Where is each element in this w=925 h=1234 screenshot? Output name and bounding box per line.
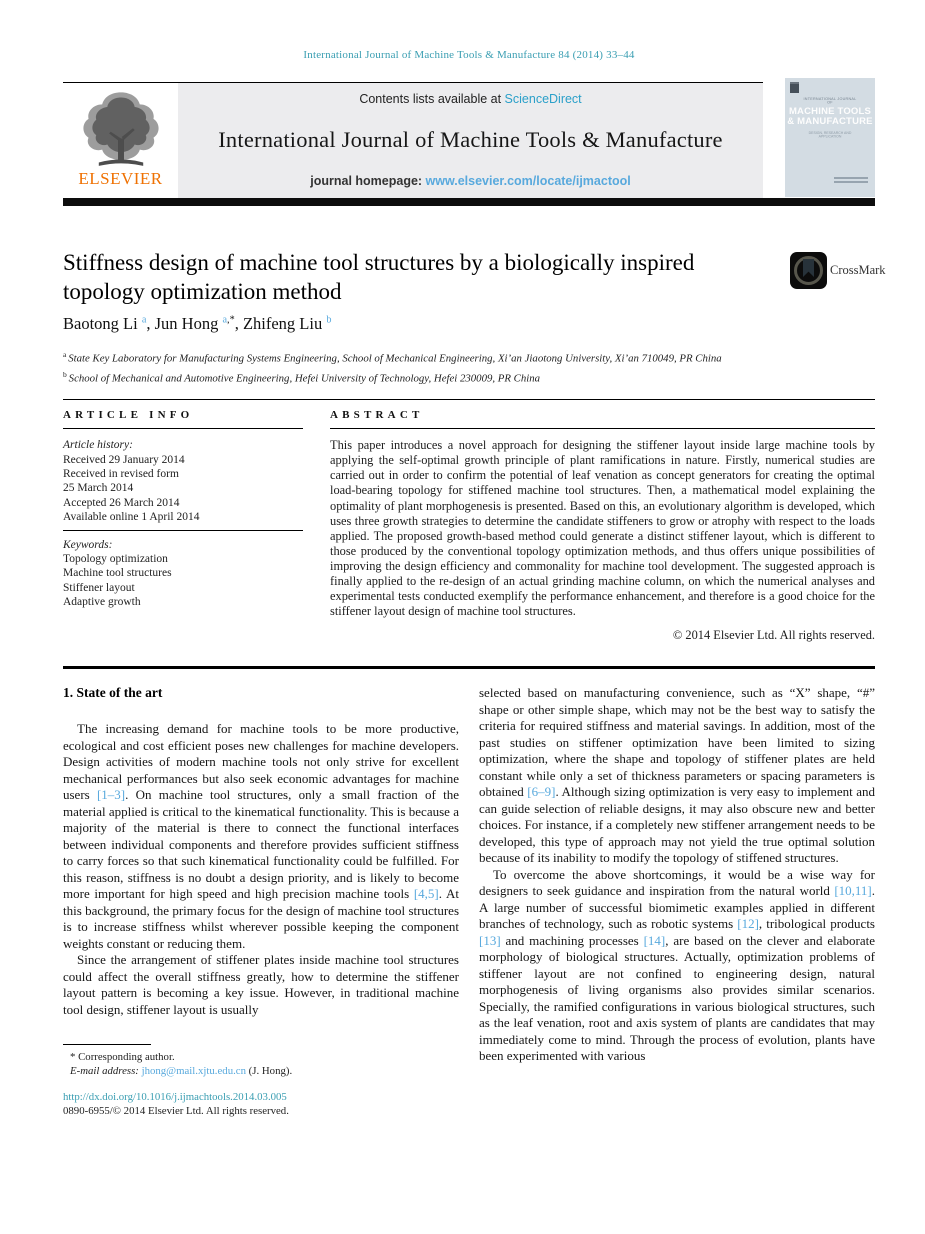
inline-link[interactable]: [1–3] xyxy=(96,787,126,802)
keywords-rule xyxy=(63,530,303,531)
text-segment: . On machine tool structures, only a small fraction of the material applied is critical to the kinematical functionality. This is because a majority of the material is there to connect the functional interfaces between individual components and therefore provides sufficient stiffness to carry forces so that such kinematical functionality could be fulfilled. For this reason, stiffness is no doubt a design priority, and is likely to become more important for high speed and high precision machine tools xyxy=(63,787,459,901)
heading-rule xyxy=(330,428,875,429)
abstract-copyright: © 2014 Elsevier Ltd. All rights reserved. xyxy=(672,628,875,643)
footnote-block xyxy=(63,1044,459,1119)
inline-link[interactable]: a xyxy=(141,314,147,326)
footnote-rule xyxy=(63,1044,151,1045)
cover-title-line2: & MANUFACTURE xyxy=(787,116,873,128)
sciencedirect-link[interactable]: ScienceDirect xyxy=(504,92,582,106)
affiliation-a xyxy=(63,347,722,367)
journal-homepage-link[interactable]: www.elsevier.com/locate/ijmactool xyxy=(425,174,631,188)
inline-link[interactable]: [14] xyxy=(643,932,666,948)
abstract-column xyxy=(330,409,875,643)
masthead-center xyxy=(178,83,763,198)
contents-prefix: Contents lists available at xyxy=(359,92,505,106)
inline-link[interactable]: a xyxy=(222,314,228,326)
crossmark-label: CrossMark xyxy=(830,263,886,277)
abstract-text: This paper introduces a novel approach for designing the stiffener layout inside large machine tools by applying the self-optimal growth principle of plant ramifications in nature. Firstly, numerical studies are carried out in order to confirm the potential of leaf venation as concept generators for creating the optimal load-bearing topology for stiffened machine tool structures. Then, a mathematical model explaining the optimality of plant morphogenesis is presented. Based on this, an evolutionary algorithm is developed, which uses three growth strategies to determine the candidate stiffeners to grow or atrophy with respect to the loads applied. The proposed growth-based method could generate a distinct stiffener layout, which is different to those produced by the conventional topology optimization methods, and thus offers unique possibilities of improving the design efficiency and commonality for machine tool development. The suggested approach is finally applied to the re-design of an actual grinding machine column, on which the numerical analyses and experimental tests conducted exemplify the performance enhancement, and therefore is a good choice for the stiffener layout design of machine tool structures. xyxy=(330,438,875,619)
crossmark-icon xyxy=(790,252,827,289)
crossmark-badge[interactable] xyxy=(790,252,886,289)
inline-link[interactable]: b xyxy=(326,314,332,326)
masthead-row xyxy=(63,82,875,198)
inline-link[interactable]: [13] xyxy=(479,932,501,948)
contents-line xyxy=(359,92,581,106)
text-segment: , Jun Hong xyxy=(146,314,223,333)
text-segment: selected based on manufacturing convenience, such as “X” shape, “#” shape or other simple shape, which may not be the best way to satisfy the criteria for required stiffness and material savings. In addition, most of the past studies on stiffener optimization have been limited to sizing optimization, where the shape and topology of stiffener plates are held constant while only a set of thickness parameters or spacing parameters is obtained xyxy=(479,685,875,799)
text-segment: Since the arrangement of stiffener plates inside machine tool structures could affect the overall stiffness greatly, how to determine the stiffener layout pattern is becoming a key issue. However, in traditional machine tool design, stiffener layout is usually xyxy=(63,952,459,1017)
body-right-column xyxy=(479,685,875,1119)
text-segment: , Zhifeng Liu xyxy=(234,314,327,333)
text-segment: State Key Laboratory for Manufacturing Systems Engineering, School of Mechanical Engineering, Xi’an Jiaotong University, Xi’an 710049, PR China xyxy=(68,352,722,365)
history-item: Received in revised form xyxy=(63,468,179,480)
body-paragraph xyxy=(63,721,459,952)
article-title: Stiffness design of machine tool structures by a biologically inspired topology optimization method xyxy=(63,250,695,304)
keywords-label: Keywords: xyxy=(63,538,113,551)
masthead-left-group xyxy=(63,82,763,198)
affiliations xyxy=(63,347,722,386)
elsevier-logo xyxy=(63,83,178,198)
history-item: Available online 1 April 2014 xyxy=(63,511,200,524)
text-segment: E-mail address: xyxy=(70,1065,142,1078)
history-label: Article history: xyxy=(63,439,133,452)
body-left-column xyxy=(63,685,459,1119)
cover-kicker: INTERNATIONAL JOURNAL OF xyxy=(803,97,857,105)
text-segment: (J. Hong). xyxy=(245,1065,293,1078)
page-content xyxy=(63,0,886,1234)
text-segment: b xyxy=(63,369,69,379)
text-segment: Baotong Li xyxy=(63,314,142,333)
issn-copyright-line: 0890-6955/© 2014 Elsevier Ltd. All rights reserved. xyxy=(63,1104,289,1117)
text-segment: a xyxy=(63,350,69,359)
cover-mini-logo-icon xyxy=(790,82,799,93)
cover-title-line1: MACHINE TOOLS xyxy=(788,106,872,117)
text-segment: The increasing demand for machine tools to be more productive, ecological and cost efficient poses new challenges for machine developers. Design activities of modern machine tools not only strive for excellent mechanical performances but also seek economic advantages for machine users xyxy=(63,721,459,802)
keyword-item: Topology optimization xyxy=(63,553,168,566)
cover-fine-line xyxy=(834,181,868,183)
keyword-item: Stiffener layout xyxy=(63,581,135,594)
cover-tagline: DESIGN, RESEARCH AND APPLICATION xyxy=(808,131,852,139)
author-line xyxy=(63,314,331,334)
homepage-line xyxy=(310,174,630,188)
cover-fine-line xyxy=(834,177,868,179)
email-line xyxy=(63,1065,459,1079)
abstract-heading: ABSTRACT xyxy=(330,409,424,421)
journal-title: International Journal of Machine Tools & Manufacture xyxy=(218,127,723,152)
journal-citation-line: International Journal of Machine Tools & Manufacture 84 (2014) 33–44 xyxy=(303,49,635,61)
divider-rule xyxy=(63,399,875,400)
body-paragraph xyxy=(479,867,875,1065)
homepage-prefix: journal homepage: xyxy=(310,174,426,188)
text-segment: , tribological products xyxy=(758,916,875,931)
text-segment: School of Mechanical and Automotive Engineering, Hefei University of Technology, Hefei 230009, PR China xyxy=(68,372,541,385)
title-block xyxy=(63,249,743,306)
elsevier-wordmark: ELSEVIER xyxy=(78,169,163,188)
doi-link[interactable]: http://dx.doi.org/10.1016/j.ijmachtools.2014.03.005 xyxy=(63,1090,287,1103)
cover-fine-print xyxy=(834,175,868,183)
text-segment: ,* xyxy=(227,314,235,326)
article-body xyxy=(63,685,875,1119)
article-info-heading: ARTICLE INFO xyxy=(63,409,194,421)
journal-cover-thumbnail xyxy=(785,78,875,197)
text-segment: . A large number of successful biomimetic examples applied in different branches of technology, such as robotic systems xyxy=(479,883,875,931)
history-item: 25 March 2014 xyxy=(63,482,134,495)
inline-link[interactable]: [12] xyxy=(737,916,759,931)
article-info-column xyxy=(63,409,303,643)
text-segment: . At this background, the primary focus for the design of machine tool structures is to increase stiffness whilst wherever possible keeping the component weights constant or reducing them. xyxy=(63,886,459,951)
keyword-item: Adaptive growth xyxy=(63,596,141,609)
text-segment: To overcome the above shortcomings, it would be a wise way for designers to seek guidance and inspiration from the natural world xyxy=(479,866,875,898)
text-segment: , are based on the clever and elaborate morphology of biological structures. Actually, optimization problems of stiffener layout are not confined to engineering design, natural morphogenesis of living organisms also provides similar scenarios. Specially, the ramified configurations in various biological structures, such as the leaf venation, root and axis system of plants are candidates that may immediately come to mind. Through the process of evolution, plants have been experimented with various xyxy=(479,932,875,1063)
keyword-item: Machine tool structures xyxy=(63,567,172,580)
body-paragraph xyxy=(479,685,875,867)
section-heading: 1. State of the art xyxy=(63,685,163,700)
journal-masthead xyxy=(63,82,875,206)
inline-link[interactable]: [4,5] xyxy=(413,886,439,901)
email-link[interactable]: jhong@mail.xjtu.edu.cn xyxy=(141,1065,246,1078)
elsevier-tree-icon xyxy=(78,89,164,171)
section-divider-rule xyxy=(63,666,875,669)
heading-rule xyxy=(63,428,303,429)
doi-block xyxy=(63,1091,459,1119)
text-segment: . Although sizing optimization is very easy to implement and can guide selection of reliable designs, it may also obscure new and better choices. For instance, if a completely new stiffener arrangement needs to be developed, this type of approach may not yield the true optimal solution because of its inability to modify the topology of stiffened structures. xyxy=(479,784,875,865)
affiliation-b xyxy=(63,367,722,387)
corresponding-author-note: * Corresponding author. xyxy=(70,1051,175,1064)
body-paragraph xyxy=(63,952,459,1018)
masthead-divider-bar xyxy=(63,198,875,206)
inline-link[interactable]: [10,11] xyxy=(834,883,872,898)
text-segment: and machining processes xyxy=(500,932,644,948)
history-item: Accepted 26 March 2014 xyxy=(63,496,180,509)
inline-link[interactable]: [6–9] xyxy=(527,784,556,799)
info-abstract-section xyxy=(63,409,875,643)
history-item: Received 29 January 2014 xyxy=(63,453,185,466)
